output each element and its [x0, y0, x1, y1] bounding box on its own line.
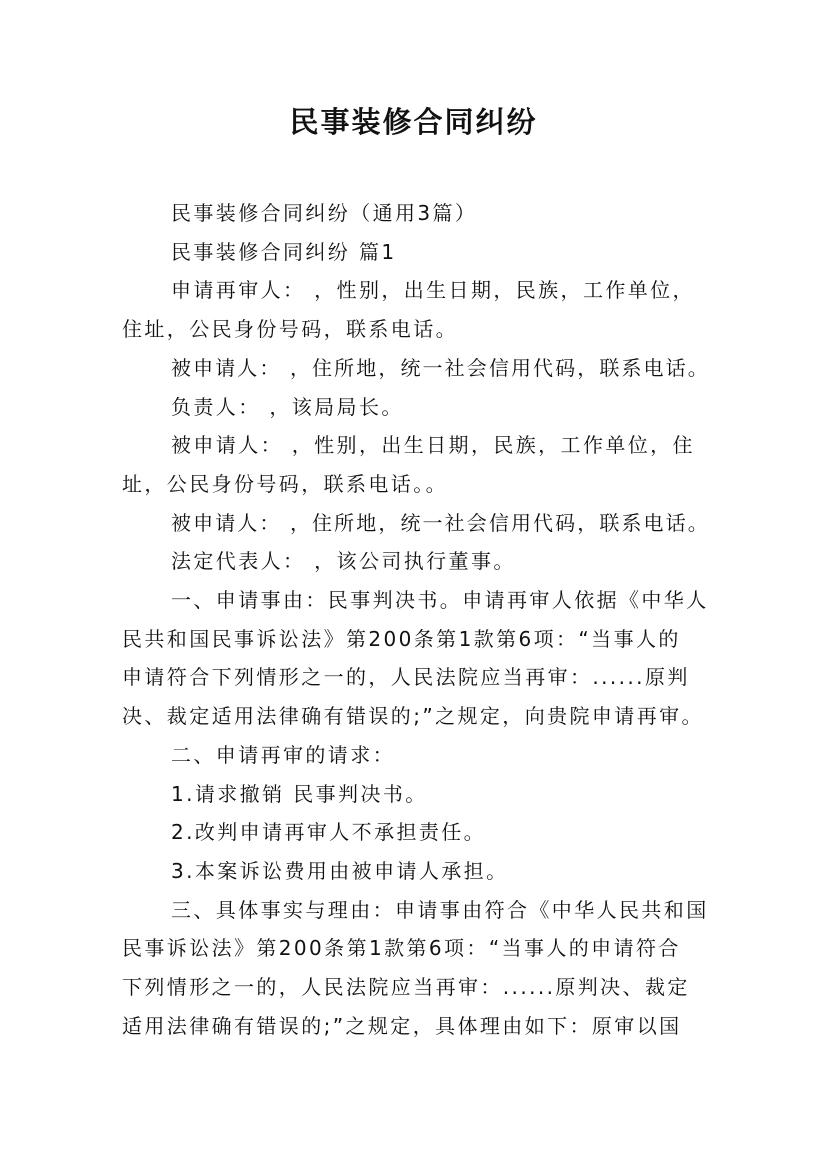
document-title: 民事装修合同纠纷: [289, 105, 538, 139]
text-line: 一、申请事由：民事判决书。申请再审人依据《中华人: [171, 588, 709, 613]
text-line: 法定代表人： ，该公司执行董事。: [171, 549, 516, 574]
text-line: 民事诉讼法》第200条第1款第6项：“当事人的申请符合: [122, 936, 681, 961]
text-line: 址，公民身份号码，联系电话。。: [122, 471, 448, 496]
text-line: 1.请求撤销 民事判决书。: [171, 781, 428, 806]
text-line: 适用法律确有错误的;”之规定，具体理由如下：原审以国: [122, 1013, 682, 1038]
text-line: 申请再审人： ，性别，出生日期，民族，工作单位，: [171, 278, 695, 303]
text-line: 住址，公民身份号码，联系电话。: [122, 317, 458, 342]
document-body: [122, 194, 710, 1045]
text-line: 二、申请再审的请求：: [171, 742, 395, 767]
text-line: 三、具体事实与理由：申请事由符合《中华人民共和国: [171, 897, 709, 922]
text-line: 下列情形之一的，人民法院应当再审：......原判决、裁定: [122, 975, 690, 1000]
text-line: 民事装修合同纠纷（通用3篇）: [171, 201, 478, 225]
text-line: 决、裁定适用法律确有错误的;”之规定，向贵院申请再审。: [122, 704, 704, 729]
text-line: 2.改判申请再审人不承担责任。: [171, 820, 487, 845]
text-line: 民事装修合同纠纷 篇1: [171, 239, 397, 264]
text-line: 负责人： ，该局局长。: [171, 394, 404, 419]
text-line: 被申请人： ，性别，出生日期，民族，工作单位，住: [171, 433, 695, 458]
text-line: 3.本案诉讼费用由被申请人承担。: [171, 858, 509, 883]
text-line: 申请符合下列情形之一的，人民法院应当再审：......原判: [122, 665, 690, 690]
text-line: 民共和国民事诉讼法》第200条第1款第6项：“当事人的: [122, 626, 681, 651]
text-line: 被申请人： ，住所地，统一社会信用代码，联系电话。: [171, 355, 710, 380]
text-line: 被申请人： ，住所地，统一社会信用代码，联系电话。: [171, 510, 710, 535]
